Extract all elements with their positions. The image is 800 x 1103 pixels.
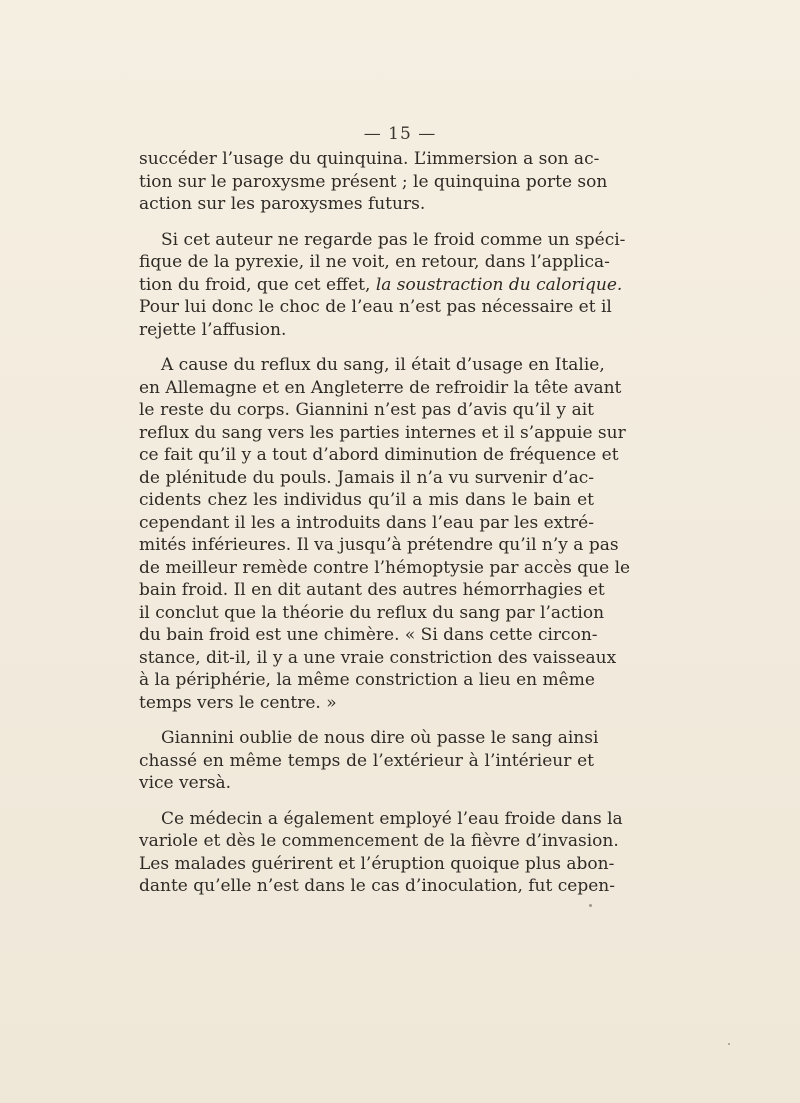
paper-speck [728, 1043, 730, 1045]
text-line: Ce médecin a également employé l’eau froide dans la [161, 808, 623, 829]
text-line: reflux du sang vers les parties internes et il s’appuie sur [139, 422, 626, 443]
paragraph-1 [139, 148, 608, 216]
text-line: bain froid. Il en dit autant des autres hémorrhagies et [139, 580, 605, 600]
text-line: Les malades guérirent et l’éruption quoique plus abon- [139, 853, 615, 874]
paragraph-4 [139, 727, 599, 795]
text-line: de meilleur remède contre l’hémoptysie par accès que le [139, 557, 631, 578]
text-line: du bain froid est une chimère. « Si dans cette circon- [139, 625, 598, 645]
text-line: Si cet auteur ne regarde pas le froid comme un spéci- [161, 229, 626, 250]
text-line: rejette l’affusion. [139, 319, 287, 340]
paragraph-3 [139, 354, 631, 714]
text-line: Pour lui donc le choc de l’eau n’est pas nécessaire et il [139, 297, 612, 317]
text-line: fique de la pyrexie, il ne voit, en retour, dans l’applica- [139, 252, 610, 272]
text-line: le reste du corps. Giannini n’est pas d’avis qu’il y ait [139, 400, 594, 420]
text-line: ce fait qu’il y a tout d’abord diminution de fréquence et [139, 445, 619, 465]
text-line: vice versà. [139, 773, 232, 793]
italic-phrase: la soustraction du calorique. [375, 274, 623, 295]
text-line: cidents chez les individus qu’il a mis dans le bain et [139, 490, 594, 510]
text-line: en Allemagne et en Angleterre de refroidir la tête avant [139, 377, 622, 398]
text-line: A cause du reflux du sang, il était d’usage en Italie, [161, 355, 605, 375]
text-line-with-italic [139, 274, 623, 297]
text-line: stance, dit-il, il y a une vraie constriction des vaisseaux [139, 647, 617, 668]
paper-speck [589, 904, 592, 907]
paragraph-2 [139, 229, 626, 342]
text-line: mités inférieures. Il va jusqu’à prétendre qu’il n’y a pas [139, 535, 619, 555]
text-line: tion sur le paroxysme présent ; le quinquina porte son [139, 171, 608, 192]
text-line: chassé en même temps de l’extérieur à l’intérieur et [139, 750, 594, 771]
text-line: de plénitude du pouls. Jamais il n’a vu survenir d’ac- [139, 467, 594, 488]
page-number: — 15 — [363, 124, 437, 144]
text-line: variole et dès le commencement de la fièvre d’invasion. [139, 831, 619, 851]
text-line: à la périphérie, la même constriction a lieu en même [139, 670, 595, 690]
paragraph-5 [139, 808, 623, 898]
text-line: Giannini oublie de nous dire où passe le sang ainsi [161, 728, 599, 748]
text-line: cependant il les a introduits dans l’eau par les extré- [139, 512, 594, 533]
text-line: temps vers le centre. » [139, 692, 337, 713]
text-line: action sur les paroxysmes futurs. [139, 194, 426, 214]
text-line: il conclut que la théorie du reflux du sang par l’action [139, 602, 605, 623]
text-line: dante qu’elle n’est dans le cas d’inoculation, fut cepen- [139, 876, 615, 896]
text-segment: tion du froid, que cet effet, [139, 274, 376, 295]
body-text [139, 148, 631, 911]
text-line: succéder l’usage du quinquina. L’immersion a son ac- [139, 149, 600, 169]
